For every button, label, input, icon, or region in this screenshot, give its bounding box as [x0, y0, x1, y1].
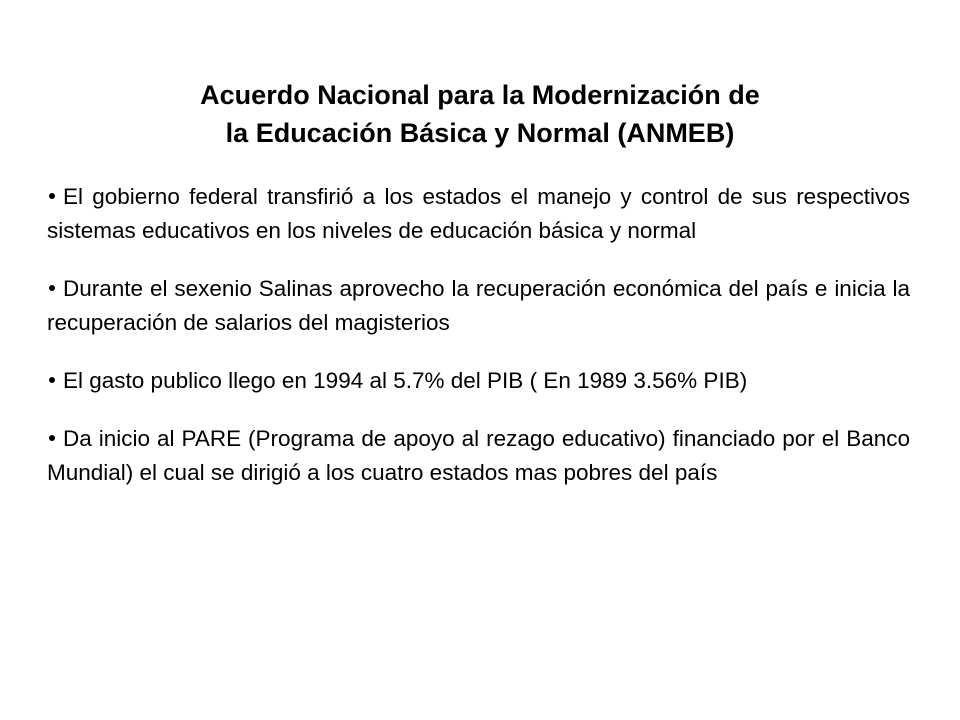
- bullet-text: Durante el sexenio Salinas aprovecho la recuperación económica del país e inicia la recuperación de salarios del magisterios: [47, 276, 910, 335]
- bullet-text: El gasto publico llego en 1994 al 5.7% del PIB ( En 1989 3.56% PIB): [63, 368, 748, 393]
- bullet-dot-icon: [49, 193, 55, 199]
- title-line-1: Acuerdo Nacional para la Modernización de: [200, 80, 760, 111]
- bullet-dot-icon: [49, 435, 55, 441]
- bullet-dot-icon: [49, 285, 55, 291]
- bullet-item: [47, 364, 910, 398]
- title-line-2: la Educación Básica y Normal (ANMEB): [225, 118, 735, 149]
- bullet-item: [47, 272, 910, 340]
- bullet-dot-icon: [49, 377, 55, 383]
- bullet-item: [47, 180, 910, 248]
- bullet-list: [47, 180, 910, 514]
- bullet-item: [47, 422, 910, 490]
- bullet-text: El gobierno federal transfirió a los estados el manejo y control de sus respectivos sistemas educativos en los niveles de educación básica y normal: [47, 184, 910, 243]
- slide-title: [80, 76, 880, 152]
- bullet-text: Da inicio al PARE (Programa de apoyo al rezago educativo) financiado por el Banco Mundial) el cual se dirigió a los cuatro estados mas pobres del país: [47, 426, 910, 485]
